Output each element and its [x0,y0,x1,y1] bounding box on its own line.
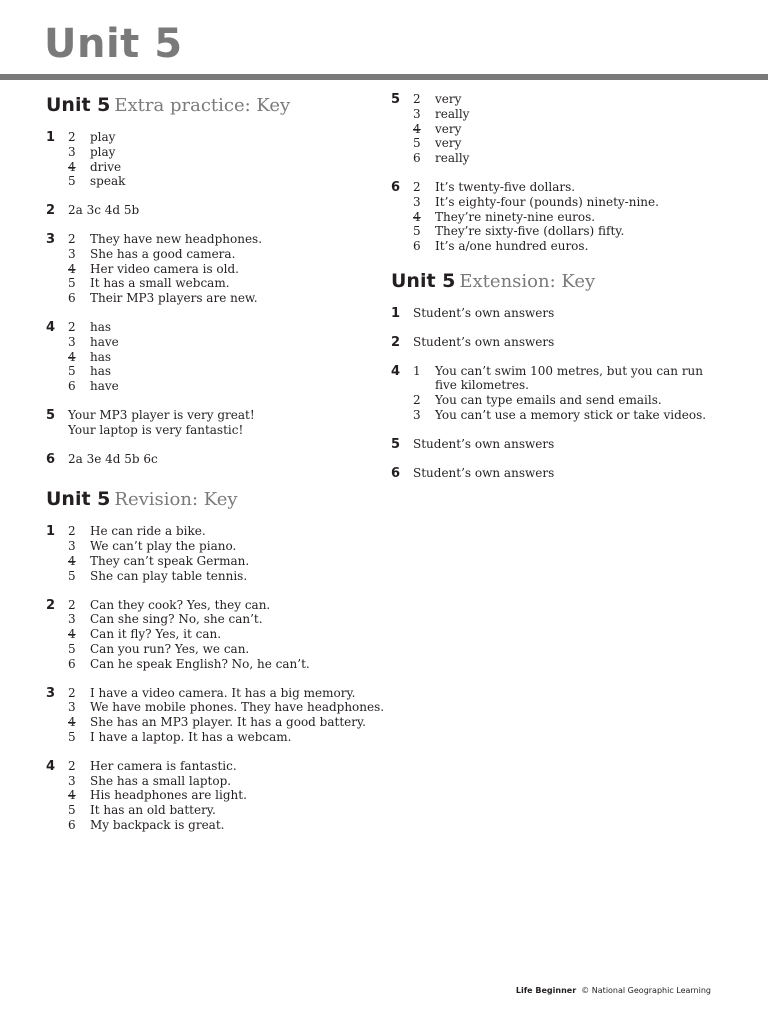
item-number: 6 [68,291,76,306]
answer-lines [413,180,731,254]
answer-lines [68,232,376,306]
answer-text: have [90,379,119,394]
item-number: 2 [68,524,76,539]
exercise-number: 5 [391,92,401,107]
exercise-number: 6 [391,465,401,481]
exercise [391,335,731,350]
item-number: 2 [68,319,76,334]
answer-line [68,262,376,277]
answer-text: has [90,349,112,364]
answer-lines [68,452,376,467]
answer-text: Her video camera is old. [90,261,239,276]
item-number: 3 [413,194,421,209]
exercise [46,452,376,467]
answer-text: They can’t speak German. [90,553,250,568]
right-column [391,92,731,494]
answer-text: Your laptop is very fantastic! [68,422,244,437]
answer-text: have [90,334,119,349]
answer-line [68,569,376,584]
answer-line [68,612,376,627]
answer-text: very [435,136,462,151]
item-number: 6 [68,817,76,832]
exercise [46,232,376,306]
answer-lines [68,759,376,833]
answer-lines [68,320,376,394]
answer-text: She has an MP3 player. It has a good battery. [90,715,366,730]
item-number: 3 [68,246,76,261]
answer-text: It’s a/one hundred euros. [435,239,589,254]
answer-line [413,408,731,423]
answer-line [413,136,731,151]
answer-text: drive [90,159,122,174]
section-unit: Unit 5 [46,94,111,116]
answer-line [413,195,731,210]
answer-line [68,759,376,774]
exercise-number: 1 [46,524,56,540]
answer-lines [413,364,731,423]
exercise-number: 5 [46,407,56,423]
exercise [391,437,731,452]
answer-text: It’s twenty-five dollars. [435,179,576,194]
answer-text: Can he speak English? No, he can’t. [90,656,310,671]
answer-lines [68,685,385,745]
exercise-number: 4 [46,758,56,774]
answer-text: Student’s own answers [413,334,555,349]
answer-line [68,276,376,291]
answer-text: has [90,364,112,379]
answer-line [413,335,731,350]
item-number: 4 [68,349,76,364]
item-number: 3 [68,612,76,627]
answer-text: They have new headphones. [90,231,263,246]
answer-line [413,210,731,225]
answer-line [68,730,376,745]
answer-text: play [90,130,116,144]
item-number: 6 [413,239,421,254]
item-number: 3 [68,334,76,349]
section-unit: Unit 5 [391,269,456,292]
answer-text: She has a small laptop. [90,773,232,788]
section-unit: Unit 5 [46,488,111,511]
answer-text: Student’s own answers [413,305,555,320]
exercise-number: 3 [46,685,56,701]
answer-lines [68,598,376,672]
section-heading [46,486,376,514]
exercise-number: 6 [391,179,401,195]
answer-line [68,524,376,539]
answer-text: We can’t play the piano. [90,539,237,554]
answer-text: really [435,151,470,166]
exercise-number: 2 [46,597,56,613]
answer-text: They’re sixty-five (dollars) fifty. [435,224,625,239]
item-number: 5 [68,568,76,583]
answer-lines [68,130,376,189]
exercise-number: 1 [46,130,56,145]
answer-line [413,224,731,239]
item-number: 5 [68,641,76,656]
section-title: Revision: Key [114,489,238,511]
exercise [46,759,376,833]
answer-line [68,379,376,394]
exercise [46,685,385,745]
answer-lines [413,335,731,350]
item-number: 5 [68,276,76,291]
answer-text: You can’t use a memory stick or take videos. [435,407,707,422]
answer-line [68,247,376,262]
exercise [46,320,376,394]
footer-copyright: © National Geographic Learning [581,986,711,995]
exercise-number: 6 [46,451,56,467]
section-title: Extra practice: Key [114,95,291,116]
section-heading [391,268,731,296]
item-number: 4 [413,209,421,224]
answer-line [68,554,376,569]
answer-line [413,306,731,321]
item-number: 4 [68,715,76,730]
item-number: 1 [413,363,421,378]
exercise-number: 2 [391,334,401,350]
answer-text: 2a 3c 4d 5b [68,203,140,218]
item-number: 2 [413,92,421,106]
answer-text: We have mobile phones. They have headphones. [90,700,385,715]
exercise [46,524,376,583]
answer-text: It has a small webcam. [90,276,230,291]
item-number: 5 [68,729,76,744]
exercise [391,180,731,254]
item-number: 4 [413,121,421,136]
exercise [46,598,376,672]
answer-line [68,174,376,189]
answer-line [68,364,376,379]
answer-text: speak [90,174,126,189]
item-number: 5 [68,174,76,189]
answer-lines [68,203,376,218]
exercise-number: 5 [391,436,401,452]
item-number: 6 [68,656,76,671]
exercise-number: 4 [391,363,401,379]
answer-line [68,627,376,642]
item-number: 5 [68,803,76,818]
answer-line [68,686,376,701]
answer-text: 2a 3e 4d 5b 6c [68,451,158,466]
answer-text: They’re ninety-nine euros. [435,209,596,224]
answer-text: She can play table tennis. [90,568,248,583]
answer-lines [68,408,376,438]
answer-lines [413,437,731,452]
item-number: 3 [413,106,421,121]
item-number: 3 [68,144,76,159]
exercise [46,408,376,438]
item-number: 3 [68,700,76,715]
answer-text: My backpack is great. [90,817,225,832]
answer-line [68,715,376,730]
answer-line [68,788,376,803]
item-number: 2 [68,597,76,612]
exercise-number: 4 [46,319,56,335]
answer-line [68,452,376,467]
answer-text: Can it fly? Yes, it can. [90,627,222,642]
answer-line [68,291,376,306]
answer-line [413,393,731,408]
answer-text: I have a video camera. It has a big memory. [90,685,356,700]
item-number: 4 [68,159,76,174]
exercise [391,364,731,423]
answer-line [68,803,376,818]
answer-text: Can they cook? Yes, they can. [90,597,271,612]
item-number: 5 [413,224,421,239]
answer-lines [413,306,731,321]
answer-line [413,364,731,394]
answer-text: has [90,319,112,334]
answer-text: really [435,106,470,121]
exercise [391,466,731,481]
answer-line [68,818,376,833]
answer-line [413,122,731,137]
exercise-number: 3 [46,231,56,247]
exercise-number: 2 [46,203,56,219]
answer-line [68,232,376,247]
page-title: Unit 5 [44,21,183,67]
answer-line [68,642,376,657]
item-number: 5 [68,364,76,379]
answer-text: It’s eighty-four (pounds) ninety-nine. [435,194,659,209]
answer-line [68,657,376,672]
item-number: 6 [413,151,421,166]
answer-line [68,320,376,335]
answer-line [413,151,731,166]
answer-lines [413,466,731,481]
answer-line [68,408,376,423]
exercise [391,92,731,166]
exercise [46,130,376,189]
answer-text: She has a good camera. [90,246,236,261]
answer-text: play [90,144,116,159]
answer-line [68,203,376,218]
item-number: 3 [68,773,76,788]
answer-lines [68,524,376,583]
answer-line [413,437,731,452]
exercise [391,306,731,321]
item-number: 4 [68,261,76,276]
answer-text: You can type emails and send emails. [435,393,662,408]
item-number: 2 [413,179,421,194]
answer-line [68,335,376,350]
answer-text: very [435,121,462,136]
answer-line [68,598,376,613]
header-rule [0,74,768,80]
answer-lines [413,92,731,166]
item-number: 4 [68,553,76,568]
item-number: 2 [68,231,76,246]
item-number: 3 [68,539,76,554]
answer-text: Can she sing? No, she can’t. [90,612,263,627]
answer-text: I have a laptop. It has a webcam. [90,729,292,744]
left-column [46,92,385,847]
answer-line [413,92,731,107]
exercise-number: 1 [391,305,401,321]
answer-line [68,145,376,160]
answer-text: Can you run? Yes, we can. [90,641,250,656]
answer-text: Student’s own answers [413,465,555,480]
answer-text: Their MP3 players are new. [90,291,258,306]
footer-book-title: Life Beginner [515,986,577,995]
answer-text: His headphones are light. [90,788,247,803]
answer-line [68,350,376,365]
item-number: 2 [68,685,76,700]
answer-line [68,539,376,554]
answer-line [413,466,731,481]
answer-line [68,130,376,145]
answer-line [68,423,376,438]
section-heading [46,92,376,120]
item-number: 3 [413,407,421,422]
answer-text: He can ride a bike. [90,524,206,539]
item-number: 4 [68,627,76,642]
item-number: 6 [68,379,76,394]
item-number: 5 [413,136,421,151]
item-number: 2 [68,130,76,144]
item-number: 4 [68,788,76,803]
answer-text: Her camera is fantastic. [90,758,237,773]
answer-line [68,774,376,789]
answer-text: Student’s own answers [413,436,555,451]
answer-line [413,239,731,254]
answer-line [413,180,731,195]
answer-line [68,700,385,715]
item-number: 2 [413,393,421,408]
item-number: 2 [68,758,76,773]
answer-line [68,160,376,175]
answer-text: very [435,92,462,106]
answer-text: It has an old battery. [90,803,216,818]
answer-text: You can’t swim 100 metres, but you can run five kilometres. [435,363,704,393]
answer-line [413,107,731,122]
exercise [46,203,376,218]
footer [516,986,711,995]
section-title: Extension: Key [459,270,596,292]
answer-text: Your MP3 player is very great! [68,407,255,422]
